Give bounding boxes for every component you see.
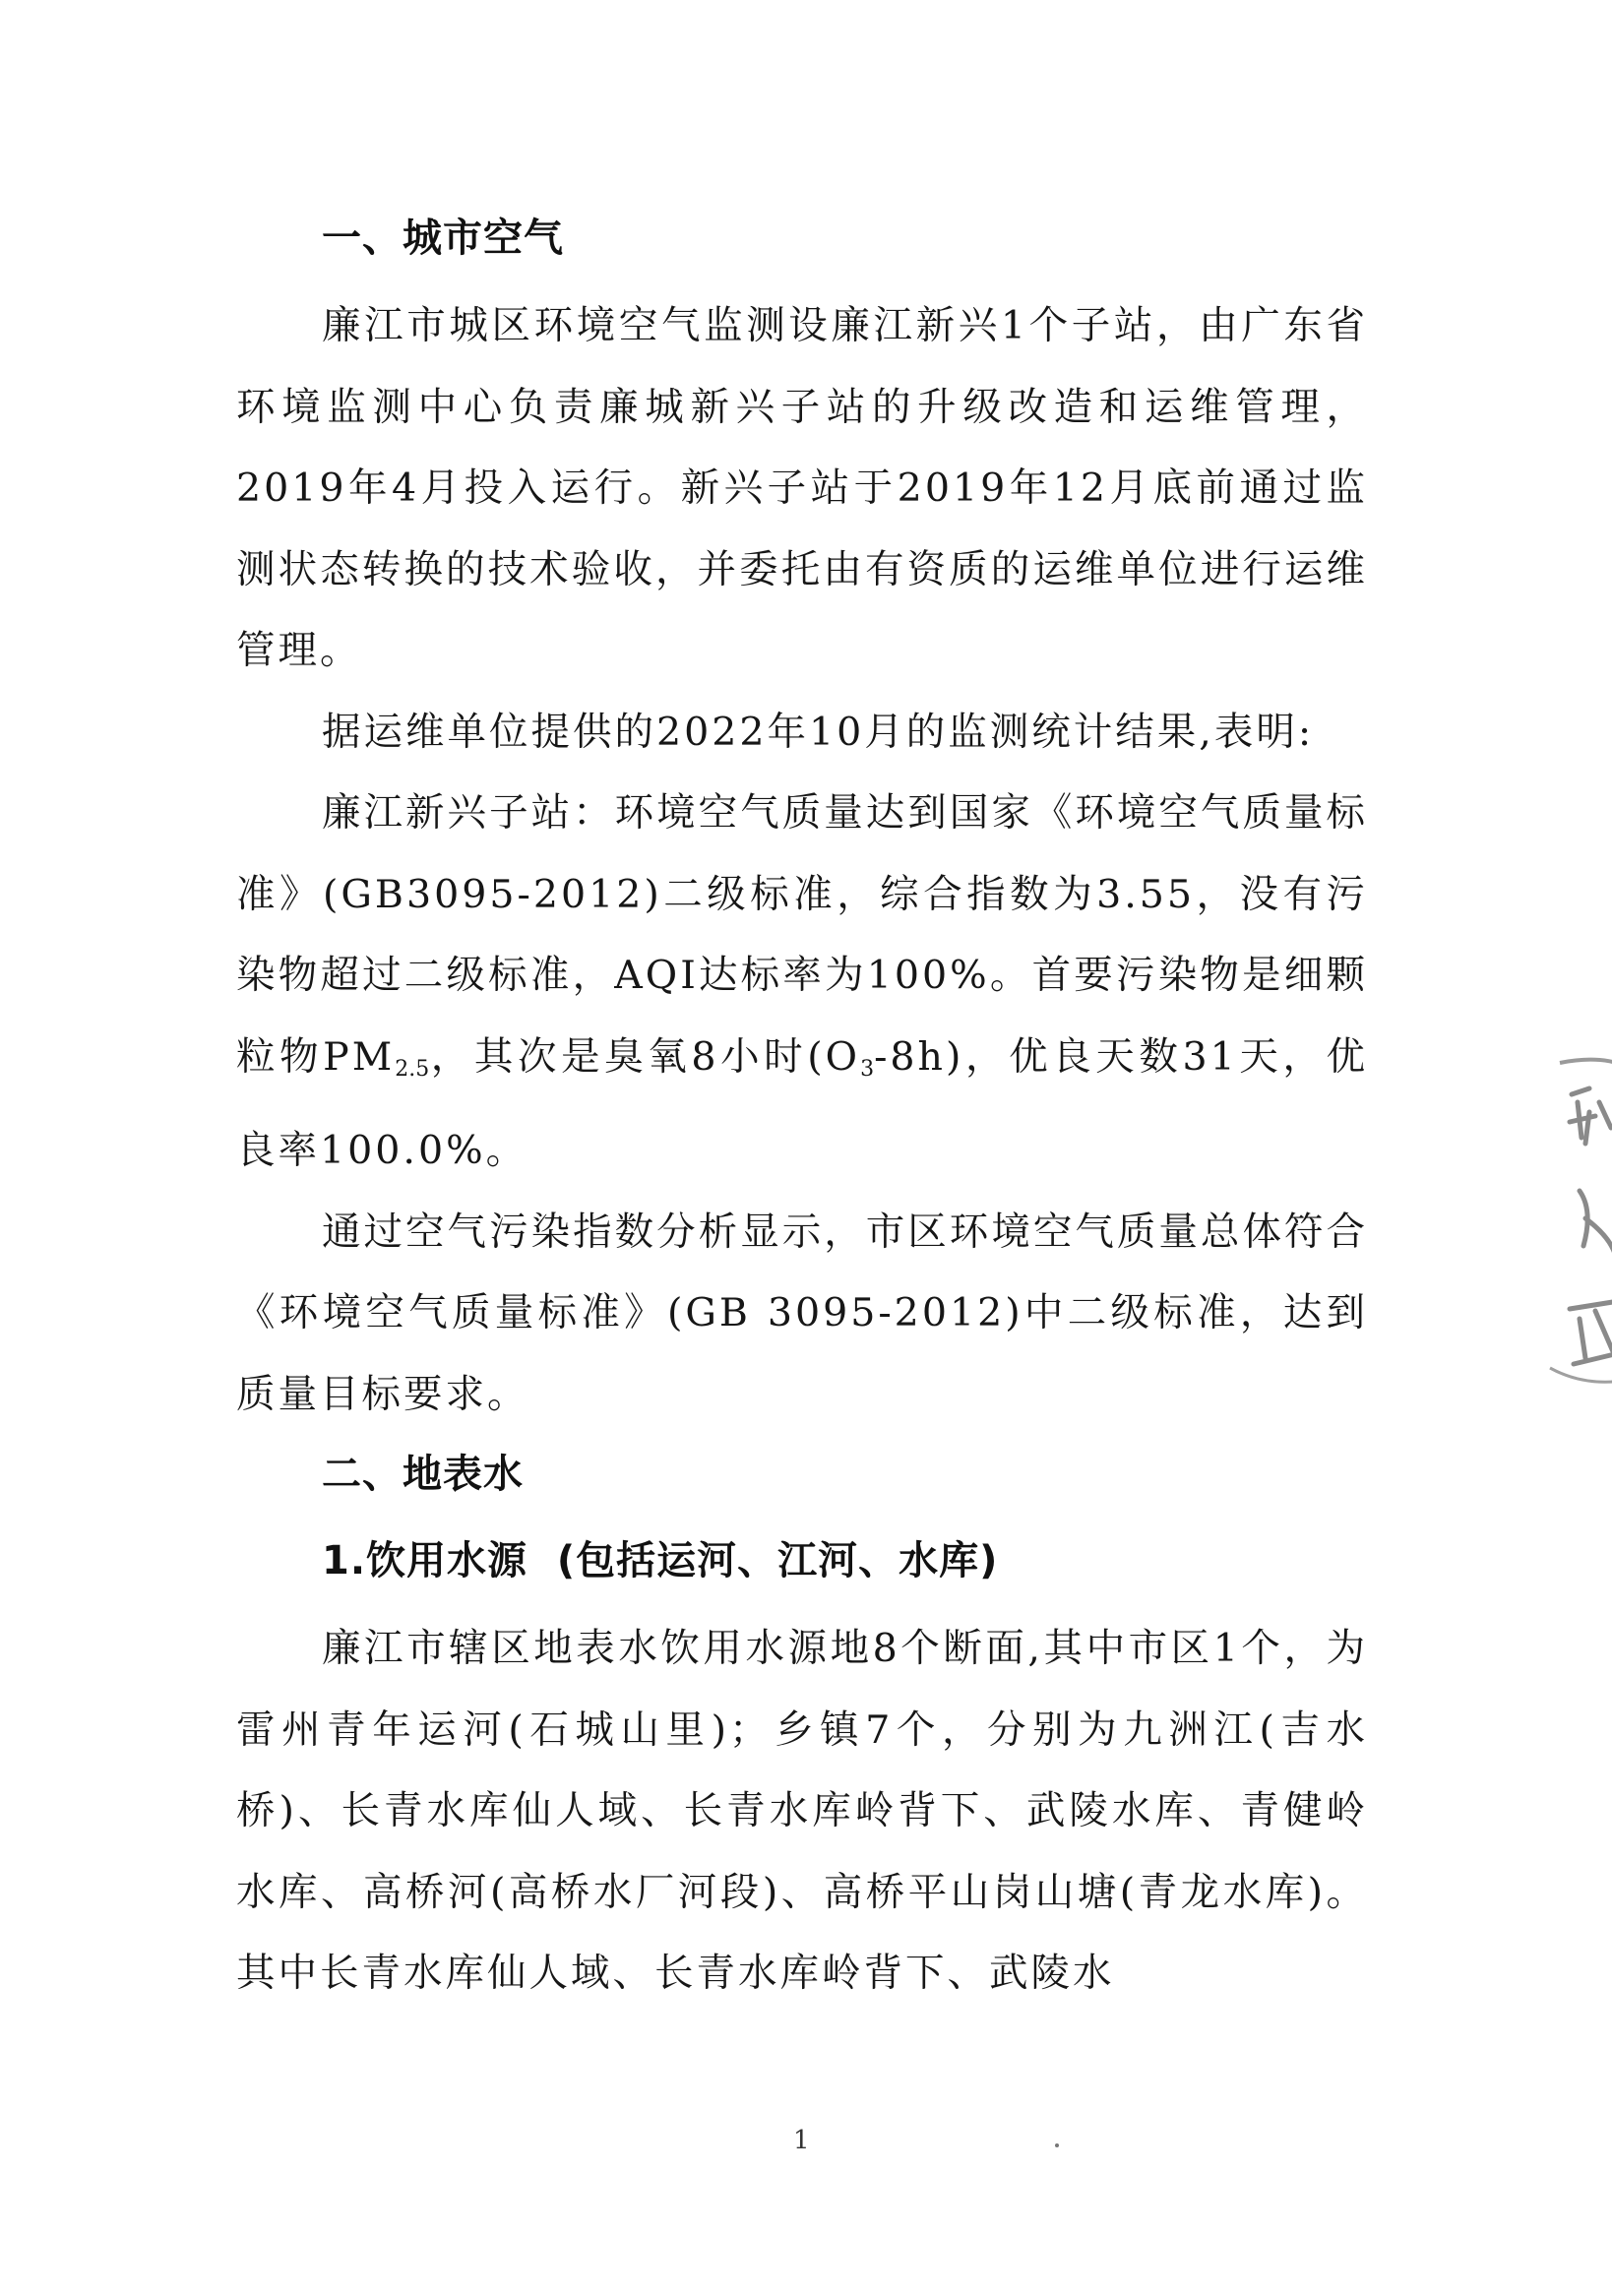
subscript-text: 3 <box>860 1056 875 1082</box>
section-surface-water-paragraphs <box>236 1608 1368 2015</box>
paragraph <box>236 1608 1368 2015</box>
seal-stamp-partial <box>1520 1043 1612 1397</box>
document-body <box>236 199 1368 2015</box>
section-urban-air-paragraphs <box>236 285 1368 1435</box>
section-heading-urban-air: 一、城市空气 <box>322 216 564 261</box>
section-heading-surface-water: 二、地表水 <box>322 1452 524 1497</box>
paragraph-text: 廉江市辖区地表水饮用水源地8个断面,其中市区1个，为雷州青年运河(石城山里)；乡镇7个，分别为九洲江(吉水桥)、长青水库仙人域、长青水库岭背下、武陵水库、青健岭水库、高桥河(高桥水厂河段)、高桥平山岗山塘(青龙水库)。其中长青水库仙人域、长青水库岭背下、武陵水 <box>236 1626 1368 1996</box>
subscript-text: 2.5 <box>395 1056 430 1082</box>
paragraph-text: -8h)，优良天数31天，优良率100.0%。 <box>236 1033 1368 1173</box>
paragraph-text: 通过空气污染指数分析显示，市区环境空气质量总体符合《环境空气质量标准》(GB 3095-2012)中二级标准，达到质量目标要求。 <box>236 1209 1368 1417</box>
paragraph-text: 廉江新兴子站：环境空气质量达到国家《环境空气质量标准》(GB3095-2012)二级标准，综合指数为3.55，没有污染物超过二级标准，AQI达标率为100%。首要污染物是细颗粒物PM <box>236 790 1368 1080</box>
paragraph <box>236 773 1368 1192</box>
paragraph-text: ，其次是臭氧8小时(O <box>429 1033 861 1080</box>
page-number: 1 <box>793 2126 810 2155</box>
subsection-heading-drinking-water: 1.饮用水源 (包括运河、江河、水库) <box>322 1538 999 1583</box>
paragraph-text: 廉江市城区环境空气监测设廉江新兴1个子站，由广东省环境监测中心负责廉城新兴子站的升级改造和运维管理，2019年4月投入运行。新兴子站于2019年12月底前通过监测状态转换的技术验收，并委托由有资质的运维单位进行运维管理。 <box>236 303 1368 673</box>
paragraph <box>236 285 1368 692</box>
scan-speck <box>1055 2143 1059 2147</box>
paragraph <box>236 1192 1368 1436</box>
paragraph <box>236 692 1368 774</box>
paragraph-text: 据运维单位提供的2022年10月的监测统计结果,表明: <box>322 709 1315 755</box>
